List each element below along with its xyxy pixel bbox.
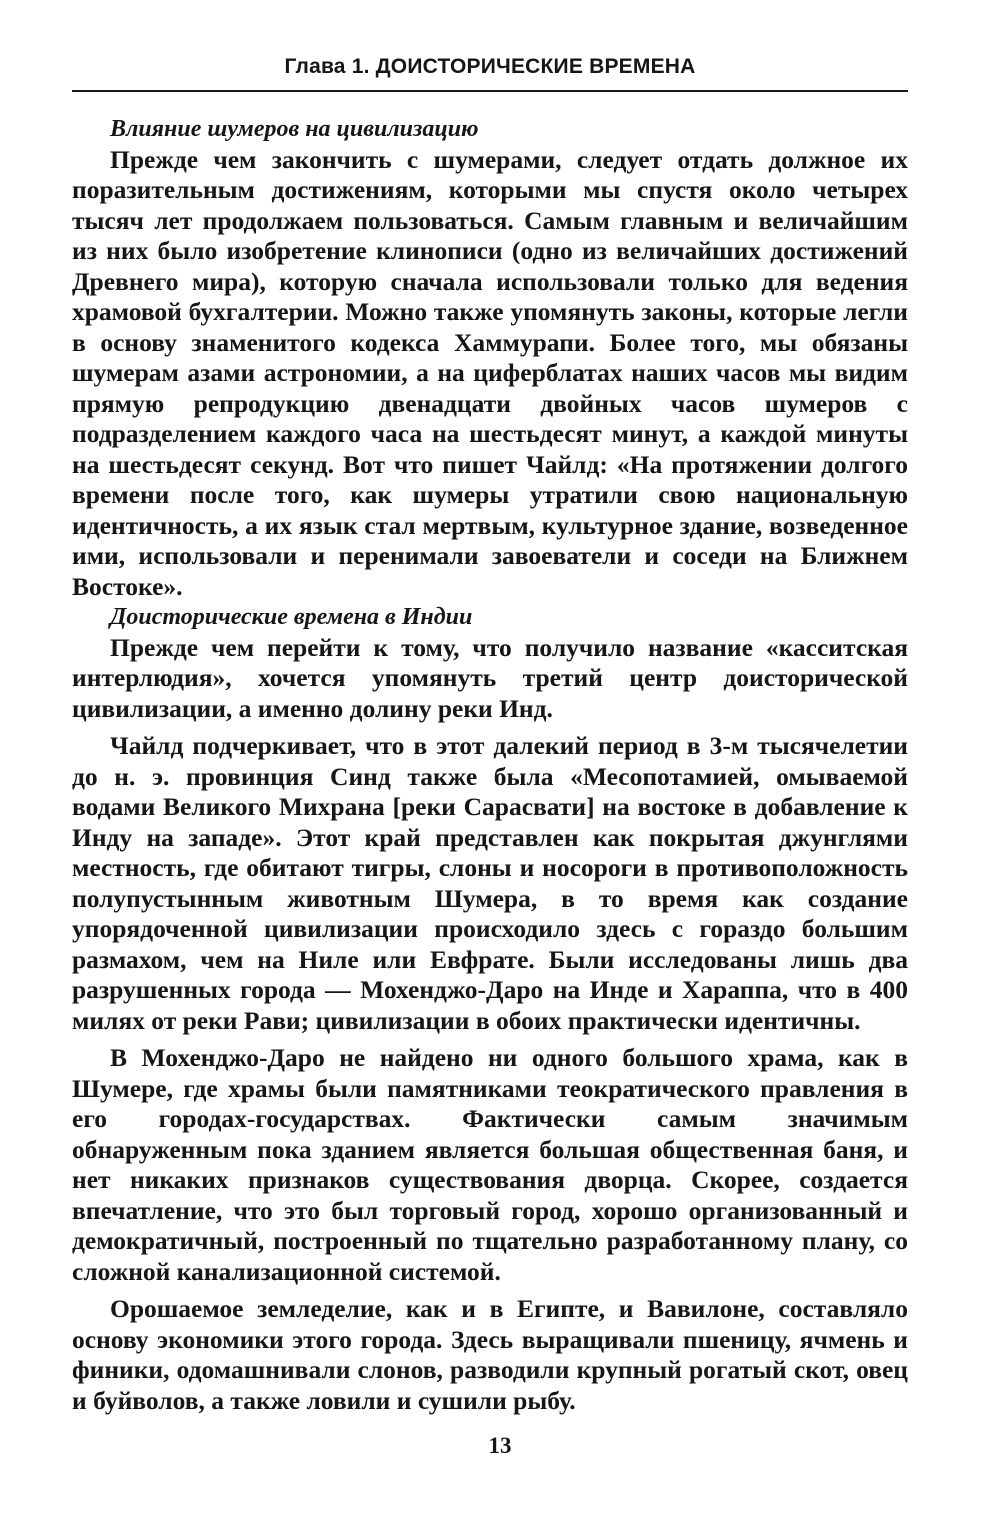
paragraph: Прежде чем перейти к тому, что получило название «касситская интерлюдия», хочется упомянуть третий центр доисторической цивилизации, а именно долину реки Инд. xyxy=(72,632,908,723)
section-heading: Влияние шумеров на цивилизацию xyxy=(110,116,479,142)
paragraph: Прежде чем закончить с шумерами, следует отдать должное их поразительным достижениям, которыми мы спустя около четырех тысяч лет продолжаем пользоваться. Самым главным и величайшим из них было изобретение клинописи (одно из величайших достижений Древнего мира), которую сначала использовали только для ведения храмовой бухгалтерии. Можно также упомянуть законы, которые легли в основу знаменитого кодекса Хаммурапи. Более того, мы обязаны шумерам азами астрономии, а на циферблатах наших часов мы видим прямую репродукцию двенадцати двойных часов шумеров с подразделением каждого часа на шестьдесят минут, а каждой минуты на шестьдесят секунд. Вот что пишет Чайлд: «На протяжении долгого времени после того, как шумеры утратили свою национальную идентичность, а их язык стал мертвым, культурное здание, возведенное ими, использовали и перенимали завоеватели и соседи на Ближнем Востоке». xyxy=(72,144,908,601)
running-head: Глава 1. ДОИСТОРИЧЕСКИЕ ВРЕМЕНА xyxy=(284,55,696,78)
body-text xyxy=(72,114,908,1416)
header-rule xyxy=(72,90,908,92)
paragraph: Орошаемое земледелие, как и в Египте, и Вавилоне, составляло основу экономики этого города. Здесь выращивали пшеницу, ячмень и финики, одомашнивали слонов, разводили крупный рогатый скот, овец и буйволов, а также ловили и сушили рыбу. xyxy=(72,1294,908,1415)
section-heading: Доисторические времена в Индии xyxy=(110,604,473,630)
paragraph: В Мохенджо-Даро не найдено ни одного большого храма, как в Шумере, где храмы были памятниками теократического правления в его городах-государствах. Фактически самым значимым обнаруженным пока зданием является большая общественная баня, и нет никаких признаков существования дворца. Скорее, создается впечатление, что это был торговый город, хорошо организованный и демократичный, построенный по тщательно разработанному плану, со сложной канализационной системой. xyxy=(72,1043,908,1286)
page-number: 13 xyxy=(488,1433,512,1458)
paragraph: Чайлд подчеркивает, что в этот далекий период в 3-м тысячелетии до н. э. провинция Синд также была «Месопотамией, омываемой водами Великого Михрана [реки Сарасвати] на востоке в добавление к Инду на западе». Этот край представлен как покрытая джунглями местность, где обитают тигры, слоны и носороги в противоположность полупустынным животным Шумера, в то время как создание упорядоченной цивилизации происходило здесь с гораздо большим размахом, чем на Ниле или Евфрате. Были исследованы лишь два разрушенных города — Мохенджо-Даро на Инде и Хараппа, что в 400 милях от реки Рави; цивилизации в обоих практически идентичны. xyxy=(72,731,908,1035)
